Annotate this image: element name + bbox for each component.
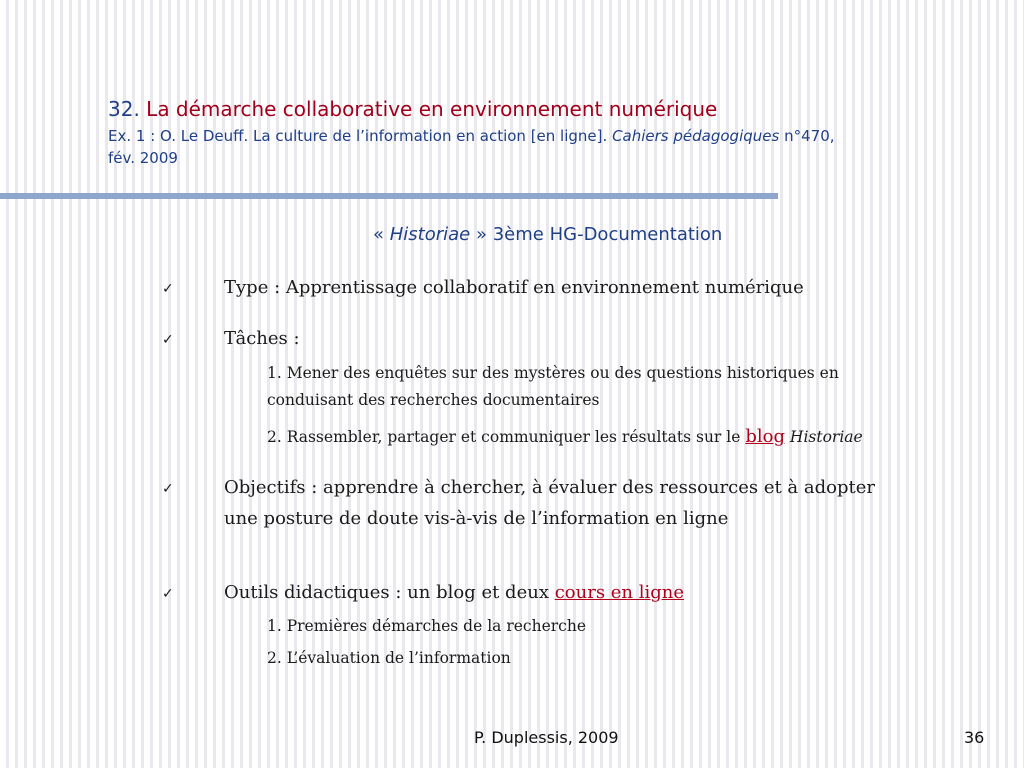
subtitle-suffix: n°470, bbox=[784, 127, 835, 145]
title-divider bbox=[0, 193, 778, 199]
tache-2-text: 2. Rassembler, partager et communiquer les résultats sur le bbox=[267, 428, 741, 446]
subtitle-line-1 bbox=[108, 125, 1008, 147]
cours-en-ligne-link[interactable]: cours en ligne bbox=[554, 582, 685, 603]
objectifs-line-2: une posture de doute vis-à-vis de l’information en ligne bbox=[224, 508, 729, 529]
slide-title bbox=[108, 96, 1008, 122]
objectifs-line-1: Objectifs : apprendre à chercher, à évaluer des ressources et à adopter bbox=[224, 477, 875, 498]
tache-1-line-1: 1. Mener des enquêtes sur des mystères ou des questions historiques en bbox=[267, 364, 839, 382]
check-icon: ✓ bbox=[162, 481, 174, 497]
tache-2 bbox=[267, 423, 863, 451]
check-icon: ✓ bbox=[162, 332, 174, 348]
tache-1-line-2: conduisant des recherches documentaires bbox=[267, 391, 600, 409]
outils-text: Outils didactiques : un blog et deux bbox=[224, 582, 549, 603]
footer-page-number: 36 bbox=[964, 728, 985, 747]
outil-1: 1. Premières démarches de la recherche bbox=[267, 617, 586, 635]
close-quote: » bbox=[475, 224, 487, 245]
slide-number-label: 32. bbox=[108, 97, 140, 121]
check-icon: ✓ bbox=[162, 586, 174, 602]
tache-2-blog-name: Historiae bbox=[789, 428, 863, 446]
subtitle-prefix: Ex. 1 : O. Le Deuff. La culture de l’information en action [en ligne]. bbox=[108, 127, 608, 145]
tache-1 bbox=[267, 360, 839, 414]
item-taches: Tâches : bbox=[224, 328, 300, 349]
title-block bbox=[108, 96, 1008, 169]
item-objectifs bbox=[224, 472, 875, 534]
subtitle-line-2: fév. 2009 bbox=[108, 149, 178, 167]
check-icon: ✓ bbox=[162, 281, 174, 297]
blog-link[interactable]: blog bbox=[745, 426, 785, 447]
slide-subtitle bbox=[108, 125, 1008, 169]
course-heading bbox=[373, 222, 722, 248]
course-name: Historiae bbox=[389, 224, 471, 245]
footer-author: P. Duplessis, 2009 bbox=[474, 728, 619, 747]
item-outils bbox=[224, 577, 684, 608]
course-level: 3ème HG-Documentation bbox=[492, 224, 723, 245]
slide-title-text: La démarche collaborative en environnement numérique bbox=[146, 97, 718, 121]
open-quote: « bbox=[373, 224, 385, 245]
outil-2: 2. L’évaluation de l’information bbox=[267, 649, 511, 667]
subtitle-journal: Cahiers pédagogiques bbox=[612, 127, 780, 145]
item-type: Type : Apprentissage collaboratif en environnement numérique bbox=[224, 277, 804, 298]
